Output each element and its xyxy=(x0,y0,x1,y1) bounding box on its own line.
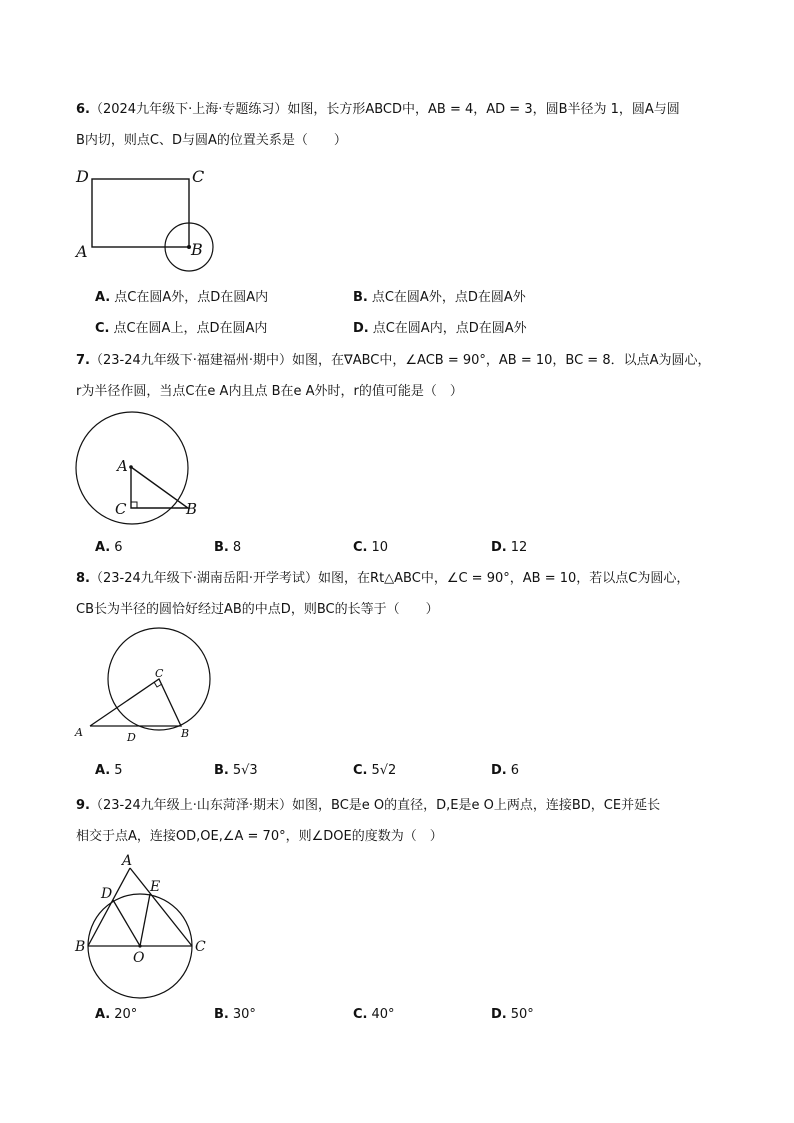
question-6-stem-2: B内切，则点C、D与圆A的位置关系是（ ） xyxy=(76,133,347,148)
label-a: A xyxy=(75,726,83,739)
question-8-stem-2: CB长为半径的圆恰好经过AB的中点D，则BC的长等于（ ） xyxy=(76,602,439,617)
question-6-option-b[interactable]: B. 点C在圆A外，点D在圆A外 xyxy=(353,290,526,305)
question-9-number: 9. xyxy=(76,798,90,813)
question-6-option-c[interactable]: C. 点C在圆A上，点D在圆A内 xyxy=(95,321,268,336)
question-8-option-a[interactable]: A. 5 xyxy=(95,763,123,778)
label-d: D xyxy=(76,167,89,186)
label-c: C xyxy=(192,167,205,186)
question-8-figure xyxy=(70,627,230,747)
question-7-number: 7. xyxy=(76,353,90,368)
label-b: B xyxy=(191,240,203,259)
question-9-option-b[interactable]: B. 30° xyxy=(214,1007,256,1022)
label-b: B xyxy=(75,939,86,955)
segment-ba xyxy=(88,868,130,946)
point-a xyxy=(129,465,133,469)
question-8-line-1 xyxy=(76,569,689,589)
question-7-source: （23-24九年级下·福建福州·期中） xyxy=(89,353,293,368)
label-a: A xyxy=(76,242,88,261)
rectangle-abcd xyxy=(92,179,189,247)
question-8-number: 8. xyxy=(76,571,90,586)
triangle-abc xyxy=(131,467,188,508)
segment-ca xyxy=(130,868,192,946)
question-7-stem-1: 如图，在∇ABC中，∠ACB = 90°，AB = 10，BC = 8．以点A为圆心， xyxy=(292,353,711,368)
question-7-option-d[interactable]: D. 12 xyxy=(491,540,528,555)
question-7-option-a[interactable]: A. 6 xyxy=(95,540,123,555)
question-7-stem-2: r为半径作圆，当点C在e A内且点 B在e A外时，r的值可能是（ ） xyxy=(76,384,463,399)
question-9-stem-2: 相交于点A，连接OD,OE,∠A = 70°，则∠DOE的度数为（ ） xyxy=(76,829,443,844)
label-b: B xyxy=(186,500,198,518)
question-9-option-d[interactable]: D. 50° xyxy=(491,1007,534,1022)
question-8-option-d[interactable]: D. 6 xyxy=(491,763,520,778)
question-7-line-1 xyxy=(76,351,711,371)
label-d: D xyxy=(101,886,113,902)
question-6-figure xyxy=(70,162,230,282)
question-7-option-b[interactable]: B. 8 xyxy=(214,540,242,555)
label-o: O xyxy=(133,950,145,966)
question-9-option-a[interactable]: A. 20° xyxy=(95,1007,138,1022)
question-8-line-2 xyxy=(76,600,439,620)
label-a: A xyxy=(117,457,128,475)
label-a: A xyxy=(122,853,133,869)
triangle-abc xyxy=(90,679,181,726)
label-c: C xyxy=(115,500,127,518)
question-9-figure xyxy=(70,852,220,1012)
question-9-line-1 xyxy=(76,796,660,816)
segment-oe xyxy=(140,894,150,946)
question-7-option-c[interactable]: C. 10 xyxy=(353,540,389,555)
label-d: D xyxy=(127,731,136,744)
question-8-source: （23-24九年级下·湖南岳阳·开学考试） xyxy=(89,571,319,586)
question-6-option-a[interactable]: A. 点C在圆A外，点D在圆A内 xyxy=(95,290,269,305)
segment-od xyxy=(113,900,140,946)
question-6-stem-1: 如图，长方形ABCD中，AB = 4，AD = 3，圆B半径为 1，圆A与圆 xyxy=(287,102,680,117)
question-8-option-b[interactable]: B. 5√3 xyxy=(214,763,258,778)
question-9-source: （23-24九年级上·山东菏泽·期末） xyxy=(89,798,293,813)
question-8-stem-1: 如图，在Rt△ABC中，∠C = 90°，AB = 10，若以点C为圆心， xyxy=(318,571,690,586)
label-c: C xyxy=(155,667,164,680)
question-9-line-2 xyxy=(76,827,443,847)
label-b: B xyxy=(181,727,190,740)
question-7-line-2 xyxy=(76,382,463,402)
question-7-figure xyxy=(70,408,200,528)
question-6-line-2 xyxy=(76,131,347,151)
question-6-line-1 xyxy=(76,100,680,120)
question-6-number: 6. xyxy=(76,102,90,117)
label-c: C xyxy=(195,939,206,955)
question-6-source: （2024九年级下·上海·专题练习） xyxy=(89,102,288,117)
question-6-option-d[interactable]: D. 点C在圆A内，点D在圆A外 xyxy=(353,321,527,336)
point-o xyxy=(138,944,141,947)
right-angle-mark xyxy=(131,502,137,508)
question-9-stem-1: 如图，BC是e O的直径，D,E是e O上两点，连接BD，CE并延长 xyxy=(292,798,661,813)
question-8-option-c[interactable]: C. 5√2 xyxy=(353,763,397,778)
question-9-option-c[interactable]: C. 40° xyxy=(353,1007,395,1022)
label-e: E xyxy=(150,879,161,895)
